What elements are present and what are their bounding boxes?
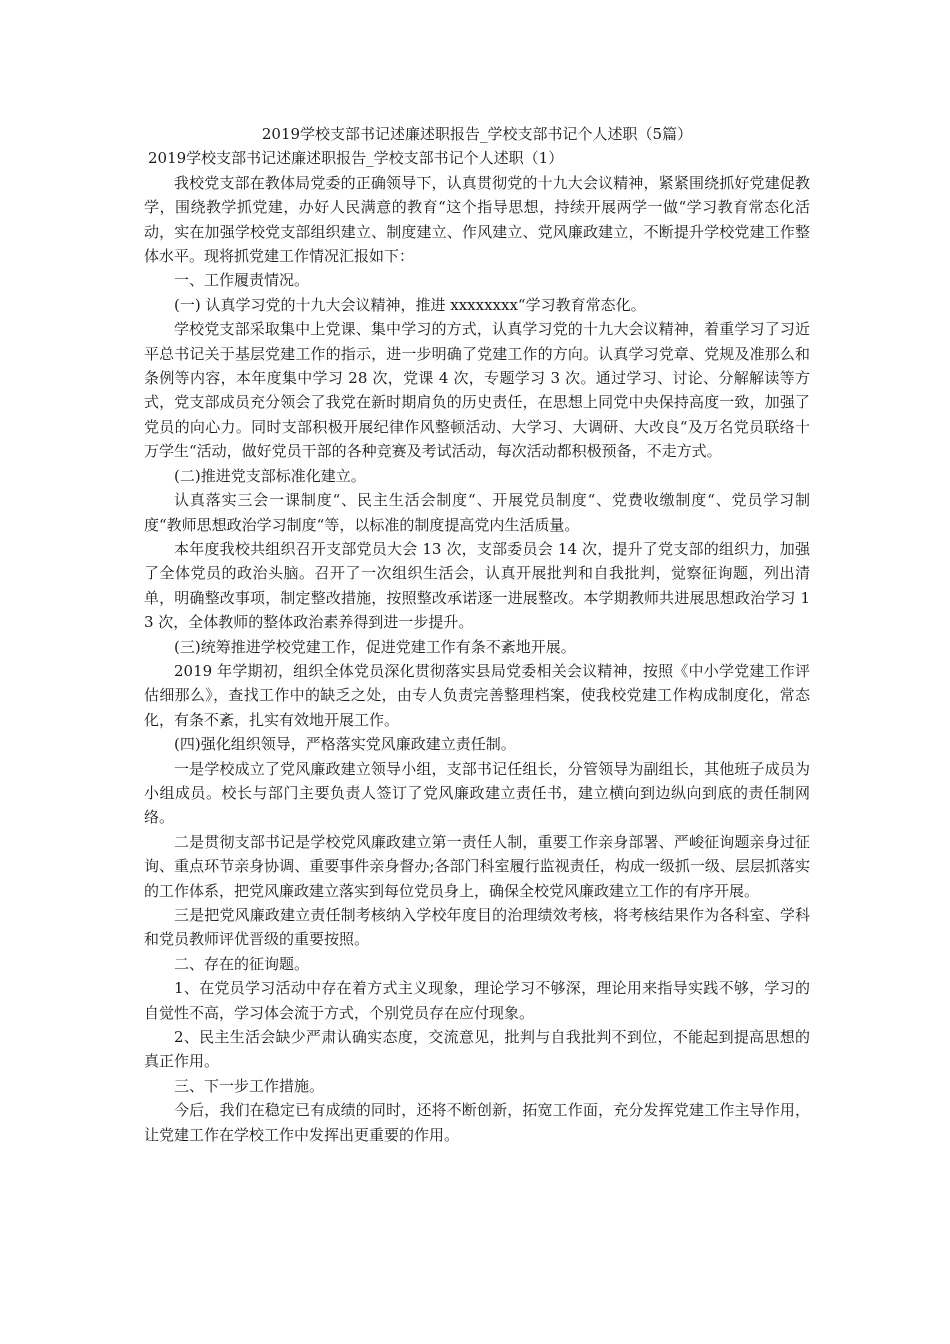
paragraph: 三是把党风廉政建立责任制考核纳入学校年度目的治理绩效考核，将考核结果作为各科室、学科和党员教师评优晋级的重要按照。 (144, 906, 810, 949)
paragraph: (四)强化组织领导，严格落实党风廉政建立责任制。 (174, 735, 516, 754)
paragraph: 今后，我们在稳定已有成绩的同时，还将不断创新，拓宽工作面，充分发挥党建工作主导作用，让党建工作在学校工作中发挥出更重要的作用。 (144, 1101, 810, 1144)
paragraph: 本年度我校共组织召开支部党员大会 13 次，支部委员会 14 次，提升了党支部的组织力，加强了全体党员的政治头脑。召开了一次组织生活会，认真开展批判和自我批判，觉察征询题，列出清单，明确整改事项，制定整改措施，按照整改承诺逐一进展整改。本学期教师共进展思想政治学习 13 次，全体教师的整体政治素养得到进一步提升。 (144, 539, 810, 632)
paragraph: 学校党支部采取集中上党课、集中学习的方式，认真学习党的十九大会议精神，着重学习了习近平总书记关于基层党建工作的指示，进一步明确了党建工作的方向。认真学习党章、党规及准那么和条例等内容，本年度集中学习 28 次，党课 4 次，专题学习 3 次。通过学习、讨论、分解解读等方式，党支部成员充分领会了我党在新时期肩负的历史责任，在思想上同党中央保持高度一致，加强了党员的向心力。同时支部积极开展纪律作风整顿活动、大学习、大调研、大改良“及万名党员联络十万学生“活动，做好党员干部的各种竞赛及考试活动，每次活动都积极预备，不走方式。 (144, 320, 810, 461)
paragraph: 1、在党员学习活动中存在着方式主义现象，理论学习不够深，理论用来指导实践不够，学习的自觉性不高，学习体会流于方式，个别党员存在应付现象。 (144, 979, 810, 1022)
paragraph: (一) 认真学习党的十九大会议精神，推进 xxxxxxxx“学习教育常态化。 (174, 295, 646, 314)
document-body (144, 122, 810, 1147)
paragraph: 2019 年学期初，组织全体党员深化贯彻落实县局党委相关会议精神，按照《中小学党建工作评估细那么》，查找工作中的缺乏之处，由专人负责完善整理档案，使我校党建工作构成制度化，常态化，有条不紊，扎实有效地开展工作。 (144, 661, 810, 729)
section-heading: 2019学校支部书记述廉述职报告_学校支部书记个人述职（1） (148, 149, 564, 168)
paragraph: 一是学校成立了党风廉政建立领导小组，支部书记任组长，分管领导为副组长，其他班子成员为小组成员。校长与部门主要负责人签订了党风廉政建立责任书，建立横向到边纵向到底的责任制网络。 (144, 759, 810, 827)
paragraph: 我校党支部在教体局党委的正确领导下，认真贯彻党的十九大会议精神，紧紧围绕抓好党建促教学，围绕教学抓党建，办好人民满意的教育“这个指导思想，持续开展两学一做“学习教育常态化活动，实在加强学校党支部组织建立、制度建立、作风建立、党风廉政建立，不断提升学校党建工作整体水平。现将抓党建工作情况汇报如下： (144, 173, 810, 266)
paragraph: 一、工作履责情况。 (174, 271, 310, 290)
paragraph: 三、下一步工作措施。 (174, 1076, 325, 1095)
paragraph: 认真落实三会一课制度“、民主生活会制度“、开展党员制度“、党费收缴制度“、党员学习制度“教师思想政治学习制度“等，以标准的制度提高党内生活质量。 (144, 491, 810, 534)
paragraph: (二)推进党支部标准化建立。 (174, 466, 366, 485)
paragraph: 二是贯彻支部书记是学校党风廉政建立第一责任人制，重要工作亲身部署、严峻征询题亲身过征询、重点环节亲身协调、重要事件亲身督办;各部门科室履行监视责任，构成一级抓一级、层层抓落实的工作体系，把党风廉政建立落实到每位党员身上，确保全校党风廉政建立工作的有序开展。 (144, 832, 810, 900)
paragraph-list (144, 171, 810, 1147)
paragraph: 2、民主生活会缺少严肃认确实态度，交流意见，批判与自我批判不到位，不能起到提高思想的真正作用。 (144, 1028, 810, 1071)
paragraph: (三)统筹推进学校党建工作，促进党建工作有条不紊地开展。 (174, 637, 576, 656)
document-title: 2019学校支部书记述廉述职报告_学校支部书记个人述职（5篇） (261, 125, 693, 143)
paragraph: 二、存在的征询题。 (174, 954, 310, 973)
